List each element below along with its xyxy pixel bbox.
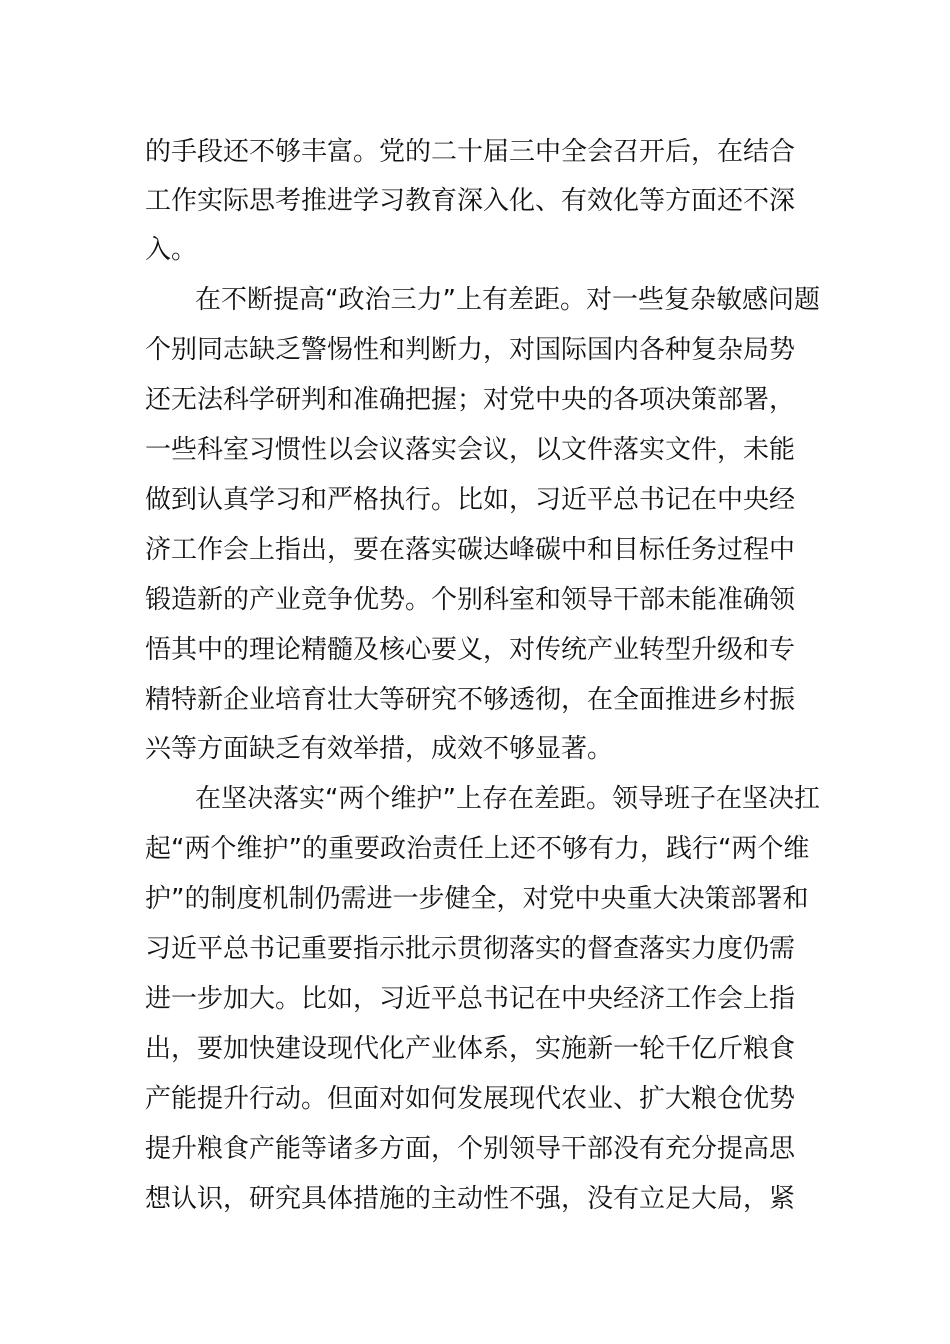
text-line: 护”的制度机制仍需进一步健全，对党中央重大决策部署和	[145, 884, 809, 914]
text-line: 工作实际思考推进学习教育深入化、有效化等方面还不深	[145, 186, 796, 216]
text-line: 济工作会上指出，要在落实碳达峰碳中和目标任务过程中	[145, 535, 796, 565]
text-line: 产能提升行动。但面对如何发展现代农业、扩大粮仓优势	[145, 1084, 796, 1114]
paragraph-heading-line: 在不断提高“政治三力”上有差距。对一些复杂敏感问题	[195, 285, 820, 315]
text-line: 想认识，研究具体措施的主动性不强，没有立足大局，紧	[145, 1184, 796, 1214]
paragraph-heading-line: 在坚决落实“两个维护”上存在差距。领导班子在坚决扛	[195, 784, 820, 814]
text-line: 提升粮食产能等诸多方面，个别领导干部没有充分提高思	[145, 1134, 796, 1164]
text-line: 锻造新的产业竞争优势。个别科室和领导干部未能准确领	[145, 585, 796, 615]
text-line: 个别同志缺乏警惕性和判断力，对国际国内各种复杂局势	[145, 335, 796, 365]
text-line: 进一步加大。比如，习近平总书记在中央经济工作会上指	[145, 984, 796, 1014]
text-line: 习近平总书记重要指示批示贯彻落实的督查落实力度仍需	[145, 934, 796, 964]
text-line: 做到认真学习和严格执行。比如，习近平总书记在中央经	[145, 485, 796, 515]
text-line: 的手段还不够丰富。党的二十届三中全会召开后，在结合	[145, 137, 796, 167]
text-line: 入。	[145, 235, 198, 265]
text-line: 一些科室习惯性以会议落实会议，以文件落实文件，未能	[145, 435, 796, 465]
text-line: 精特新企业培育壮大等研究不够透彻，在全面推进乡村振	[145, 685, 796, 715]
text-line: 起“两个维护”的重要政治责任上还不够有力，践行“两个维	[145, 834, 810, 864]
text-line: 悟其中的理论精髓及核心要义，对传统产业转型升级和专	[145, 635, 796, 665]
text-line: 还无法科学研判和准确把握；对党中央的各项决策部署，	[145, 385, 796, 415]
text-line: 兴等方面缺乏有效举措，成效不够显著。	[145, 734, 614, 764]
text-line: 出，要加快建设现代化产业体系，实施新一轮千亿斤粮食	[145, 1034, 796, 1064]
